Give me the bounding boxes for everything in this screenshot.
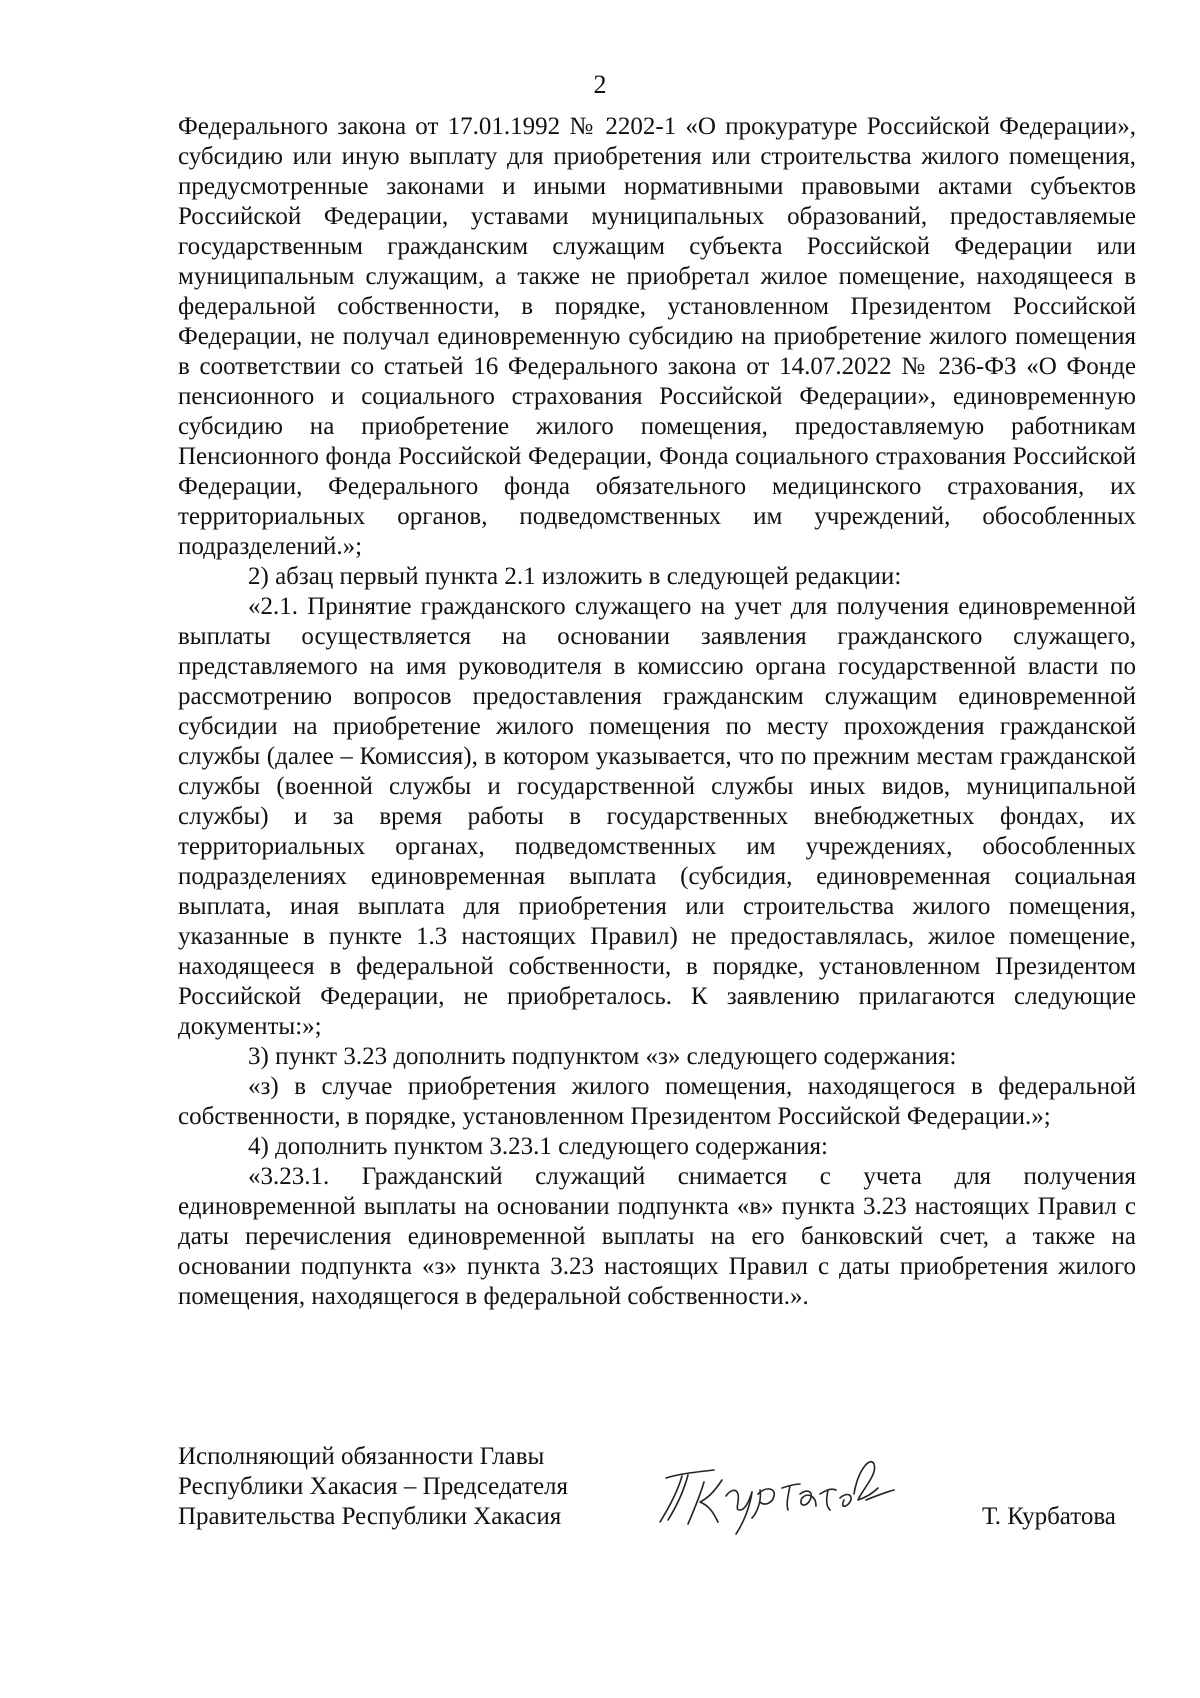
signer-name: Т. Курбатова [982,1503,1116,1530]
paragraph-item-3: 3) пункт 3.23 дополнить подпунктом «з» следующего содержания: [248,1043,957,1070]
paragraph-clause-3-23-1: «3.23.1. Гражданский служащий снимается с учета для получения единовременной выплаты на основании подпункта «в» пункта 3.23 настоящих Правил с даты перечисления единовременной выплаты на его банковский счет, а также на основании подпункта «з» пункта 3.23 настоящих Правил с даты приобретения жилого помещения, находящегося в федеральной собственности.». [178,1163,1136,1310]
paragraph-subclause-z: «з) в случае приобретения жилого помещения, находящегося в федеральной собственности, в порядке, установленном Президентом Российской Федерации.»; [178,1073,1136,1130]
position-line: Республики Хакасия – Председателя [178,1473,569,1500]
paragraph-continuation: Федерального закона от 17.01.1992 № 2202-1 «О прокуратуре Российской Федерации», субсидию или иную выплату для приобретения или строительства жилого помещения, предусмотренные законами и иными нормативными правовыми актами субъектов Российской Федерации, уставами муниципальных образований, предоставляемые государственным гражданским служащим субъекта Российской Федерации или муниципальным служащим, а также не приобретал жилое помещение, находящееся в федеральной собственности, в порядке, установленном Президентом Российской Федерации, не получал единовременную субсидию на приобретение жилого помещения в соответствии со статьей 16 Федерального закона от 14.07.2022 № 236-ФЗ «О Фонде пенсионного и социального страхования Российской Федерации», единовременную субсидию на приобретение жилого помещения, предоставляемую работникам Пенсионного фонда Российской Федерации, Фонда социального страхования Российской Федерации, Федерального фонда обязательного медицинского страхования, их территориальных органов, подведомственных им учреждений, обособленных подразделений.»; [178,113,1136,560]
page-number: 2 [593,70,607,99]
position-line: Правительства Республики Хакасия [178,1503,562,1530]
position-line: Исполняющий обязанности Главы [178,1443,545,1470]
paragraph-clause-2-1: «2.1. Принятие гражданского служащего на учет для получения единовременной выплаты осуществляется на основании заявления гражданского служащего, представляемого на имя руководителя в комиссию органа государственной власти по рассмотрению вопросов предоставления гражданским служащим единовременной субсидии на приобретение жилого помещения по месту прохождения гражданской службы (далее – Комиссия), в котором указывается, что по прежним местам гражданской службы (военной службы и государственной службы иных видов, муниципальной службы) и за время работы в государственных внебюджетных фондах, их территориальных органах, подведомственных им учреждениях, обособленных подразделениях единовременная выплата (субсидия, единовременная социальная выплата, иная выплата для приобретения или строительства жилого помещения, указанные в пункте 1.3 настоящих Правил) не предоставлялась, жилое помещение, находящееся в федеральной собственности, в порядке, установленном Президентом Российской Федерации, не приобреталось. К заявлению прилагаются следующие документы:»; [178,593,1136,1040]
document-body [178,112,1136,1312]
signatory-position [178,1442,638,1532]
paragraph-item-2: 2) абзац первый пункта 2.1 изложить в следующей редакции: [248,563,902,590]
paragraph-item-4: 4) дополнить пунктом 3.23.1 следующего содержания: [248,1133,828,1160]
handwritten-signature [648,1430,928,1540]
